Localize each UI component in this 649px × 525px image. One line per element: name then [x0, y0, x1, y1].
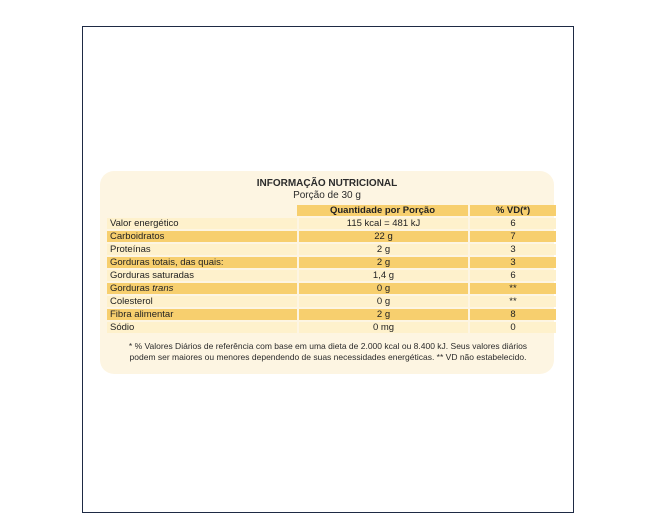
table-row — [107, 296, 556, 307]
nutrient-amount: 115 kcal = 481 kJ — [297, 218, 468, 229]
footnote — [108, 341, 548, 362]
nutrition-table — [107, 203, 556, 335]
nutrient-vd: 3 — [468, 257, 556, 268]
nutrient-amount: 1,4 g — [297, 270, 468, 281]
table-row — [107, 322, 556, 333]
nutrient-amount: 22 g — [297, 231, 468, 242]
nutrient-amount: 0 g — [297, 283, 468, 294]
nutrient-amount: 0 g — [297, 296, 468, 307]
nutrient-vd: 3 — [468, 244, 556, 255]
table-row — [107, 270, 556, 281]
nutrient-name — [107, 283, 297, 294]
nutrient-name: Valor energético — [107, 218, 297, 229]
nutrient-name: Fibra alimentar — [107, 309, 297, 320]
nutrient-amount: 2 g — [297, 309, 468, 320]
table-header-row — [107, 205, 556, 216]
nutrient-vd: 7 — [468, 231, 556, 242]
nutrient-name-italic: trans — [152, 283, 174, 294]
table-row — [107, 231, 556, 242]
table-row — [107, 257, 556, 268]
nutrient-vd: 6 — [468, 218, 556, 229]
nutrient-name: Proteínas — [107, 244, 297, 255]
table-row — [107, 218, 556, 229]
table-row — [107, 244, 556, 255]
header-vd: % VD(*) — [468, 205, 556, 216]
nutrient-vd: 6 — [468, 270, 556, 281]
footnote-line: podem ser maiores ou menores dependendo de suas necessidades energéticas. ** VD não estabelecido. — [129, 351, 527, 362]
nutrient-amount: 2 g — [297, 244, 468, 255]
panel-title: INFORMAÇÃO NUTRICIONAL — [256, 178, 398, 189]
header-blank — [107, 205, 297, 216]
nutrient-amount: 2 g — [297, 257, 468, 268]
nutrient-vd: ** — [468, 296, 556, 307]
nutrient-name-part: Gorduras — [110, 283, 150, 294]
nutrient-vd: 0 — [468, 322, 556, 333]
nutrient-name: Sódio — [107, 322, 297, 333]
nutrient-name: Gorduras totais, das quais: — [107, 257, 297, 268]
nutrient-name: Colesterol — [107, 296, 297, 307]
nutrient-vd: ** — [468, 283, 556, 294]
table-row — [107, 309, 556, 320]
nutrient-vd: 8 — [468, 309, 556, 320]
table-row — [107, 283, 556, 294]
footnote-line: * % Valores Diários de referência com base em uma dieta de 2.000 kcal ou 8.400 kJ. Seus valores diários — [128, 341, 528, 351]
portion-size: Porção de 30 g — [293, 190, 361, 201]
header-quantity: Quantidade por Porção — [297, 205, 468, 216]
nutrient-name: Carboidratos — [107, 231, 297, 242]
nutrient-name: Gorduras saturadas — [107, 270, 297, 281]
nutrient-amount: 0 mg — [297, 322, 468, 333]
